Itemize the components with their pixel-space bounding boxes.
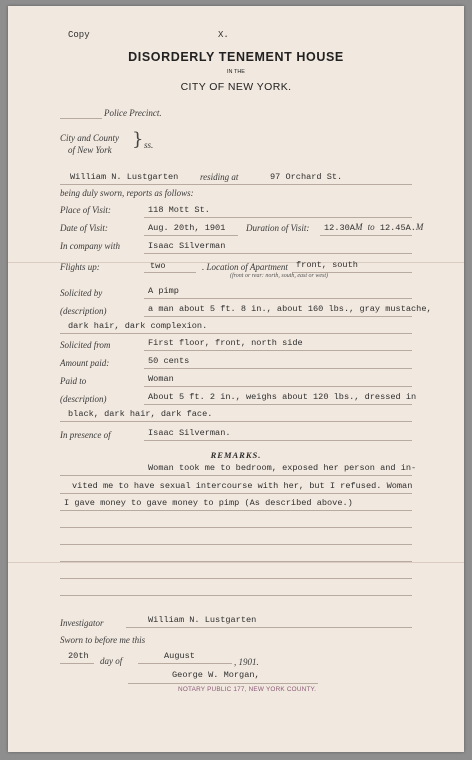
investigator-signature: William N. Lustgarten bbox=[148, 615, 257, 625]
underline bbox=[60, 184, 412, 185]
underline bbox=[144, 386, 412, 387]
duration-end: 12.45A. bbox=[379, 223, 416, 233]
date-label: Date of Visit: bbox=[60, 223, 108, 233]
solicited-from-label: Solicited from bbox=[60, 340, 111, 350]
underline bbox=[60, 663, 94, 664]
solicited-by-value: A pimp bbox=[148, 286, 179, 296]
copy-label: Copy bbox=[68, 30, 90, 40]
description-line-2: dark hair, dark complexion. bbox=[68, 321, 208, 331]
description2-label: (description) bbox=[60, 394, 107, 404]
solicited-by-label: Solicited by bbox=[60, 288, 103, 298]
ss-label: ss. bbox=[144, 140, 154, 150]
underline bbox=[144, 404, 412, 405]
underline bbox=[60, 578, 412, 579]
page-title: DISORDERLY TENEMENT HOUSE bbox=[128, 50, 344, 64]
underline bbox=[60, 493, 412, 494]
date-value: Aug. 20th, 1901 bbox=[148, 223, 226, 233]
remarks-line-3: I gave money to gave money to pimp (As described above.) bbox=[64, 498, 353, 508]
duration-to: to bbox=[367, 222, 375, 232]
place-value: 118 Mott St. bbox=[148, 205, 210, 215]
notary-stamp: NOTARY PUBLIC 177, NEW YORK COUNTY. bbox=[178, 686, 317, 693]
underline bbox=[144, 440, 412, 441]
description2-line-1: About 5 ft. 2 in., weighs about 120 lbs., dressed in bbox=[148, 392, 417, 402]
underline bbox=[144, 217, 412, 218]
paid-to-value: Woman bbox=[148, 374, 174, 384]
amount-label: Amount paid: bbox=[60, 358, 110, 368]
duration-label: Duration of Visit: bbox=[246, 223, 310, 233]
presence-value: Isaac Silverman. bbox=[148, 428, 231, 438]
investigator-label: Investigator bbox=[60, 618, 104, 628]
sworn-label: being duly sworn, reports as follows: bbox=[60, 188, 194, 198]
brace-icon: } bbox=[132, 129, 144, 150]
underline bbox=[60, 510, 412, 511]
underline bbox=[60, 595, 412, 596]
underline bbox=[144, 368, 412, 369]
underline bbox=[60, 475, 412, 476]
underline bbox=[138, 663, 232, 664]
underline bbox=[144, 253, 412, 254]
precinct-line bbox=[60, 118, 102, 119]
paid-to-label: Paid to bbox=[60, 376, 87, 386]
day-value: 20th bbox=[68, 651, 89, 661]
flights-value: two bbox=[150, 261, 166, 271]
underline bbox=[126, 627, 412, 628]
duration-m2: M bbox=[415, 222, 424, 232]
city-title: CITY OF NEW YORK. bbox=[180, 81, 292, 93]
description2-line-2: black, dark hair, dark face. bbox=[68, 409, 213, 419]
fold-crease bbox=[8, 562, 464, 563]
description-label: (description) bbox=[60, 306, 107, 316]
year-label: , 1901. bbox=[234, 657, 259, 667]
flights-label: Flights up: bbox=[60, 262, 100, 272]
location-value: front, south bbox=[296, 260, 358, 270]
underline bbox=[320, 235, 412, 236]
residing-at-label: residing at bbox=[200, 172, 239, 182]
police-precinct-label: Police Precinct. bbox=[104, 108, 162, 118]
city-county-label: City and County bbox=[60, 133, 119, 143]
solicited-from-value: First floor, front, north side bbox=[148, 338, 303, 348]
document-page bbox=[8, 6, 464, 752]
sworn-before-label: Sworn to before me this bbox=[60, 635, 146, 645]
remarks-title: REMARKS. bbox=[210, 450, 262, 460]
underline bbox=[144, 235, 238, 236]
investigator-name: William N. Lustgarten bbox=[70, 172, 179, 182]
underline bbox=[60, 561, 412, 562]
description-line-1: a man about 5 ft. 8 in., about 160 lbs., gray mustache, bbox=[148, 304, 432, 314]
underline bbox=[144, 272, 196, 273]
underline bbox=[144, 350, 412, 351]
month-value: August bbox=[164, 651, 195, 661]
duration-m1: M bbox=[354, 222, 363, 232]
company-label: In company with bbox=[60, 241, 120, 251]
place-label: Place of Visit: bbox=[60, 205, 111, 215]
residence-value: 97 Orchard St. bbox=[270, 172, 343, 182]
location-label: . Location of Apartment bbox=[202, 262, 288, 272]
underline bbox=[60, 527, 412, 528]
remarks-line-2: vited me to have sexual intercourse with her, but I refused. Woman bbox=[72, 481, 413, 491]
duration-start: 12.30A bbox=[324, 223, 355, 233]
day-of-label: day of bbox=[100, 656, 123, 666]
underline bbox=[144, 316, 412, 317]
underline bbox=[144, 298, 412, 299]
company-value: Isaac Silverman bbox=[148, 241, 226, 251]
new-york-label: of New York bbox=[68, 145, 112, 155]
copy-mark: X. bbox=[218, 30, 229, 40]
location-hint: (front or rear: north, south, east or west) bbox=[230, 273, 329, 279]
underline bbox=[128, 683, 318, 684]
underline bbox=[60, 421, 412, 422]
underline bbox=[60, 544, 412, 545]
notary-signature: George W. Morgan, bbox=[172, 670, 260, 680]
amount-value: 50 cents bbox=[148, 356, 190, 366]
remarks-line-1: Woman took me to bedroom, exposed her person and in- bbox=[148, 463, 417, 473]
presence-label: In presence of bbox=[60, 430, 111, 440]
underline bbox=[60, 333, 412, 334]
in-the-label: IN THE bbox=[227, 69, 245, 75]
